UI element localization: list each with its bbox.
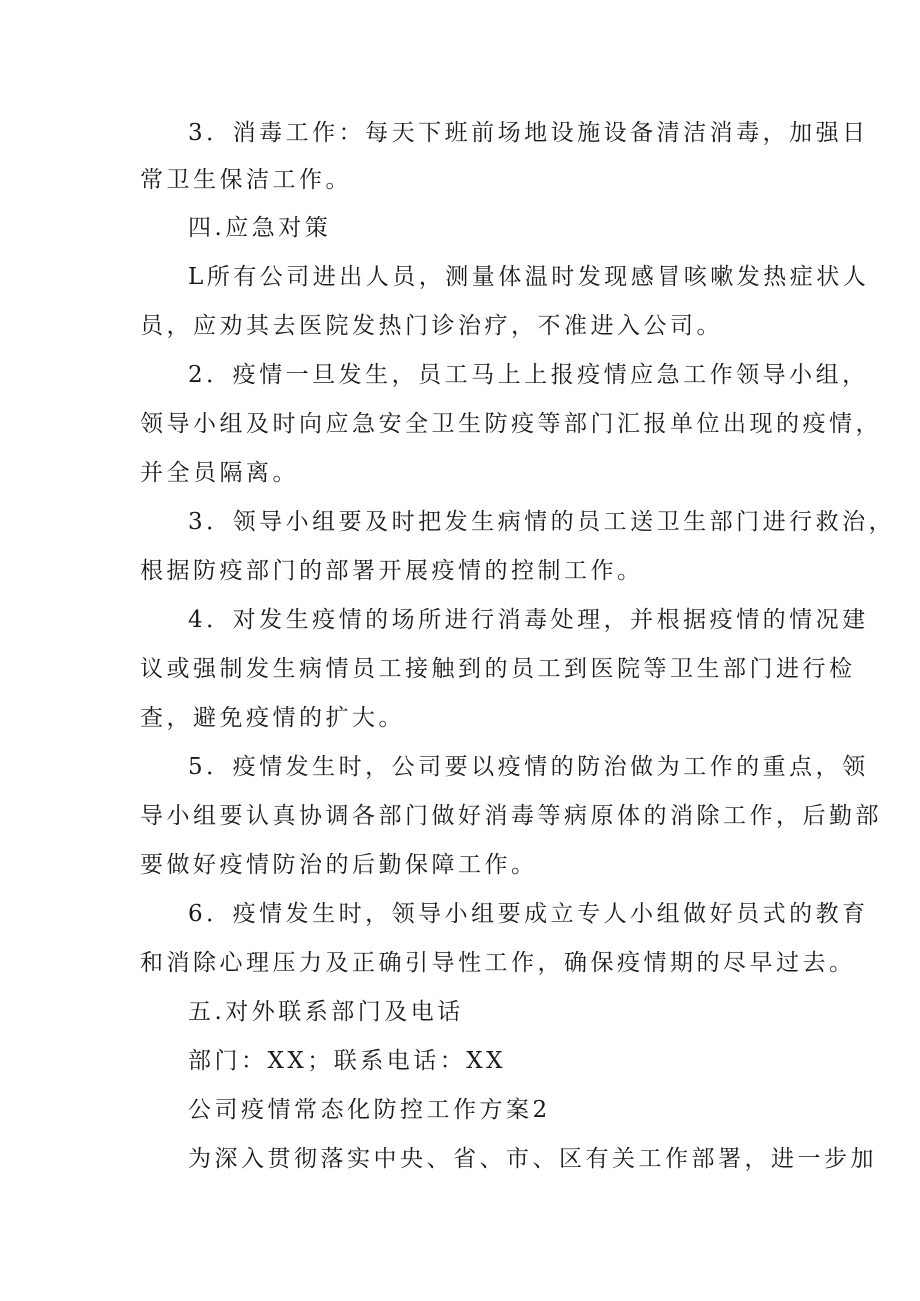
document-title: 公司疫情常态化防控工作方案2 bbox=[188, 1097, 551, 1123]
paragraph-line: 员，应劝其去医院发热门诊治疗，不准进入公司。 bbox=[140, 313, 723, 339]
paragraph-line: 并全员隔离。 bbox=[140, 460, 299, 486]
section-heading: 四.应急对策 bbox=[188, 215, 332, 241]
paragraph-line: 为深入贯彻落实中央、省、市、区有关工作部署，进一步加 bbox=[188, 1146, 877, 1172]
paragraph-line: 5．疫情发生时，公司要以疫情的防治做为工作的重点，领 bbox=[188, 754, 869, 780]
paragraph-line: 4．对发生疫情的场所进行消毒处理，并根据疫情的情况建 bbox=[188, 607, 869, 633]
paragraph-line: 领导小组及时向应急安全卫生防疫等部门汇报单位出现的疫情， bbox=[140, 411, 882, 437]
paragraph-line: 议或强制发生病情员工接触到的员工到医院等卫生部门进行检 bbox=[140, 656, 856, 682]
paragraph-line: 常卫生保洁工作。 bbox=[140, 167, 352, 193]
contact-line: 部门：XX；联系电话：XX bbox=[188, 1048, 506, 1074]
paragraph-line: 3．领导小组要及时把发生病情的员工送卫生部门进行救治， bbox=[188, 509, 896, 535]
section-heading: 五.对外联系部门及电话 bbox=[188, 999, 464, 1025]
paragraph-line: 导小组要认真协调各部门做好消毒等病原体的消除工作，后勤部 bbox=[140, 803, 882, 829]
paragraph-line: 6．疫情发生时，领导小组要成立专人小组做好员式的教育 bbox=[188, 901, 869, 927]
paragraph-line: 查，避免疫情的扩大。 bbox=[140, 705, 405, 731]
paragraph-line: 2．疫情一旦发生，员工马上上报疫情应急工作领导小组， bbox=[188, 362, 869, 388]
paragraph-line: 和消除心理压力及正确引导性工作，确保疫情期的尽早过去。 bbox=[140, 950, 856, 976]
paragraph-line: L所有公司进出人员，测量体温时发现感冒咳嗽发热症状人 bbox=[188, 264, 870, 290]
paragraph-line: 要做好疫情防治的后勤保障工作。 bbox=[140, 852, 538, 878]
paragraph-line: 3．消毒工作：每天下班前场地设施设备清洁消毒，加强日 bbox=[188, 120, 869, 146]
paragraph-line: 根据防疫部门的部署开展疫情的控制工作。 bbox=[140, 558, 644, 584]
